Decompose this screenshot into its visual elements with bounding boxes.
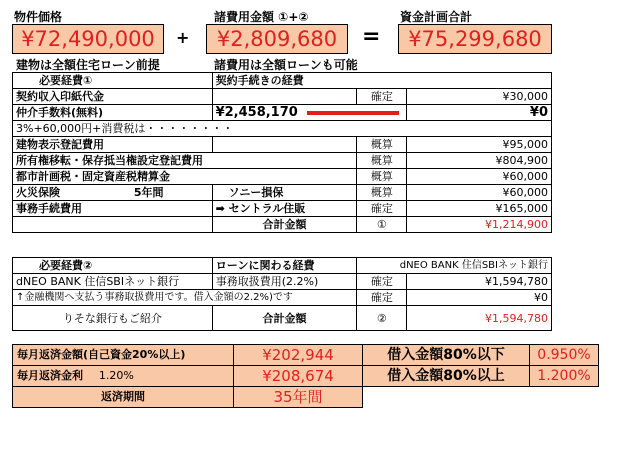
row-mid	[212, 137, 357, 153]
table-row	[13, 290, 552, 306]
section1-total-row	[13, 217, 552, 233]
row-label: 契約収入印紙代金	[13, 89, 213, 105]
row-mid: ➡ セントラル住販	[212, 201, 357, 217]
section2-title: 必要経費②	[13, 258, 213, 274]
table-row	[13, 185, 552, 201]
note-fees: 諸費用は全額ローンも可能	[214, 58, 358, 72]
monthly-rate-label: 毎月返済金利	[17, 369, 83, 382]
note-price: 建物は全額住宅ローン前提	[16, 58, 160, 72]
loan-condition-below: 借入金額80%以下	[363, 345, 530, 366]
payment-summary	[12, 344, 599, 408]
summary-row-1	[13, 345, 599, 366]
row-label: 都市計画税・固定資産税精算金	[13, 169, 357, 185]
table-row	[13, 169, 552, 185]
row-status: 確定	[357, 201, 407, 217]
section1-subtitle: 契約手続きの経費	[212, 73, 551, 89]
total-box: ¥75,299,680	[398, 24, 552, 54]
label-total: 資金計画合計	[400, 10, 473, 24]
rate-below: 0.950%	[530, 345, 599, 366]
summary-row-3	[13, 387, 599, 408]
table-row	[13, 89, 552, 105]
row-mid: ソニー損保	[212, 185, 357, 201]
row-mid: 事務取扱費用(2.2%)	[212, 274, 357, 290]
table-row	[13, 121, 552, 137]
row-mid	[212, 89, 357, 105]
brokerage-fee-cell	[212, 105, 407, 121]
section2-bank-note: dNEO BANK 住信SBIネット銀行	[357, 258, 552, 274]
row-status: 概算	[357, 153, 407, 169]
row-status: 確定	[357, 274, 407, 290]
table-row	[13, 274, 552, 290]
monthly-rate-inline: 1.20%	[98, 369, 134, 382]
monthly-payment-value: ¥202,944	[234, 345, 363, 366]
section2-total-row	[13, 306, 552, 331]
fire-insurance-label: 火災保険	[16, 186, 60, 199]
total-label: 合計金額	[212, 217, 357, 233]
total-amount: ¥1,214,900	[407, 217, 552, 233]
repayment-period-label: 返済期間	[13, 387, 234, 408]
monthly-rate-label-cell	[13, 366, 234, 387]
row-status: 概算	[357, 137, 407, 153]
label-fees: 諸費用金額 ①+②	[214, 10, 309, 24]
red-arrow-icon	[307, 111, 399, 115]
empty-cell	[530, 387, 599, 408]
row-label: ↑金融機関へ支払う事務取扱費用です。借入金額の2.2%)です	[13, 290, 357, 306]
row-status: 概算	[357, 169, 407, 185]
summary-row-2	[13, 366, 599, 387]
fire-insurance-term: 5年間	[133, 186, 164, 199]
row-amount: ¥95,000	[407, 137, 552, 153]
row-amount: ¥804,900	[407, 153, 552, 169]
brokerage-original-amount: ¥2,458,170	[215, 105, 298, 120]
table-row	[13, 201, 552, 217]
total-mark: ①	[357, 217, 407, 233]
equals-sign: =	[362, 24, 381, 49]
row-label	[13, 217, 213, 233]
expenses-table-1	[12, 72, 552, 233]
row-amount: ¥1,594,780	[407, 274, 552, 290]
row-label: 建物表示登記費用	[13, 137, 213, 153]
monthly-payment-value-2: ¥208,674	[234, 366, 363, 387]
price-box: ¥72,490,000	[12, 24, 164, 54]
section2-title-row	[13, 258, 552, 274]
section1-title-row	[13, 73, 552, 89]
rate-above: 1.200%	[530, 366, 599, 387]
row-label: 仲介手数料(無料)	[13, 105, 213, 121]
loan-condition-above: 借入金額80%以上	[363, 366, 530, 387]
row-status: 確定	[357, 290, 407, 306]
row-amount: ¥60,000	[407, 185, 552, 201]
table-row	[13, 105, 552, 121]
repayment-period-value: 35年間	[234, 387, 363, 408]
row-amount: ¥60,000	[407, 169, 552, 185]
table-row	[13, 153, 552, 169]
monthly-payment-label: 毎月返済金額(自己資金20%以上)	[13, 345, 234, 366]
row-amount: ¥0	[407, 290, 552, 306]
row-amount: ¥0	[407, 105, 552, 121]
empty-cell	[363, 387, 530, 408]
fees-box: ¥2,809,680	[206, 24, 348, 54]
expenses-table-2	[12, 257, 552, 331]
total-mark: ②	[357, 306, 407, 331]
footer-left-note: りそな銀行もご紹介	[13, 306, 213, 331]
row-amount: ¥165,000	[407, 201, 552, 217]
row-amount: ¥30,000	[407, 89, 552, 105]
row-status: 概算	[357, 185, 407, 201]
total-label: 合計金額	[212, 306, 357, 331]
row-label: 3%+60,000円+消費税は・・・・・・・・	[13, 121, 552, 137]
row-label: 事務手続費用	[13, 201, 213, 217]
section1-title: 必要経費①	[13, 73, 213, 89]
row-label	[13, 185, 213, 201]
row-label: dNEO BANK 住信SBIネット銀行	[13, 274, 213, 290]
table-row	[13, 137, 552, 153]
plus-sign: +	[176, 28, 190, 47]
row-status: 確定	[357, 89, 407, 105]
label-price: 物件価格	[14, 10, 63, 24]
row-label: 所有権移転・保存抵当権設定登記費用	[13, 153, 357, 169]
total-amount: ¥1,594,780	[407, 306, 552, 331]
section2-subtitle: ローンに関わる経費	[212, 258, 357, 274]
